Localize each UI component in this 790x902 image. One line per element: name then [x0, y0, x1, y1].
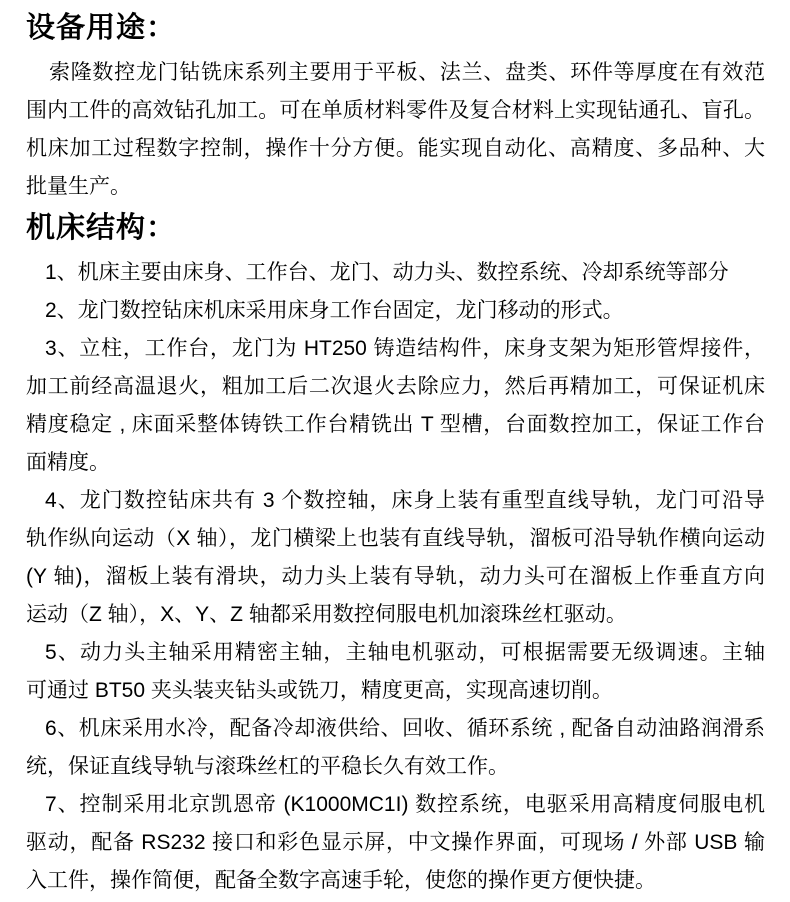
text-line: 5、动力头主轴采用精密主轴，主轴电机驱动，可根据需要无级调速。主轴: [45, 641, 765, 664]
document-body: [26, 6, 765, 900]
text-line: 2、龙门数控钻床机床采用床身工作台固定，龙门移动的形式。: [45, 299, 624, 322]
text-line: 精度稳定 , 床面采整体铸铁工作台精铣出 T 型槽，台面数控加工，保证工作台: [26, 413, 765, 436]
list-item: [26, 330, 765, 482]
text-line: 围内工件的高效钻孔加工。可在单质材料零件及复合材料上实现钻通孔、盲孔。: [26, 99, 765, 122]
text-line: 6、机床采用水冷，配备冷却液供给、回收、循环系统 , 配备自动油路润滑系: [45, 717, 765, 740]
text-line: 索隆数控龙门钻铣床系列主要用于平板、法兰、盘类、环件等厚度在有效范: [49, 61, 765, 84]
text-line: 批量生产。: [26, 175, 131, 198]
text-line: 1、机床主要由床身、工作台、龙门、动力头、数控系统、冷却系统等部分: [45, 261, 729, 284]
text-line: 加工前经高温退火，粗加工后二次退火去除应力，然后再精加工，可保证机床: [26, 375, 765, 398]
text-line: 可通过 BT50 夹头装夹钻头或铣刀，精度更高，实现高速切削。: [26, 679, 613, 702]
list-item: [26, 482, 765, 634]
text-line: 机床加工过程数字控制，操作十分方便。能实现自动化、高精度、多品种、大: [26, 137, 765, 160]
text-line: 4、龙门数控钻床共有 3 个数控轴，床身上装有重型直线导轨，龙门可沿导: [45, 489, 765, 512]
text-line: 入工件，操作简便，配备全数字高速手轮，使您的操作更方便快捷。: [26, 869, 656, 892]
text-line: 7、控制采用北京凯恩帝 (K1000MC1I) 数控系统，电驱采用高精度伺服电机: [45, 793, 765, 816]
section-heading: 机床结构：: [26, 212, 177, 244]
text-line: 统，保证直线导轨与滚珠丝杠的平稳长久有效工作。: [26, 755, 509, 778]
list-item: [26, 710, 765, 786]
list-item: [26, 254, 765, 292]
text-line: (Y 轴)，溜板上装有滑块，动力头上装有导轨，动力头可在溜板上作垂直方向: [26, 565, 765, 588]
text-line: 运动（Z 轴），X、Y、Z 轴都采用数控伺服电机加滚珠丝杠驱动。: [26, 603, 627, 626]
text-line: 3、立柱，工作台，龙门为 HT250 铸造结构件，床身支架为矩形管焊接件，: [45, 337, 765, 360]
list-item: [26, 786, 765, 900]
text-line: 驱动，配备 RS232 接口和彩色显示屏，中文操作界面，可现场 / 外部 USB 输: [26, 831, 765, 854]
text-line: 面精度。: [26, 451, 110, 474]
text-line: 轨作纵向运动（X 轴），龙门横梁上也装有直线导轨，溜板可沿导轨作横向运动: [26, 527, 765, 550]
section-heading: 设备用途：: [26, 12, 177, 44]
list-item: [26, 292, 765, 330]
list-item: [26, 634, 765, 710]
paragraph: [26, 54, 765, 206]
